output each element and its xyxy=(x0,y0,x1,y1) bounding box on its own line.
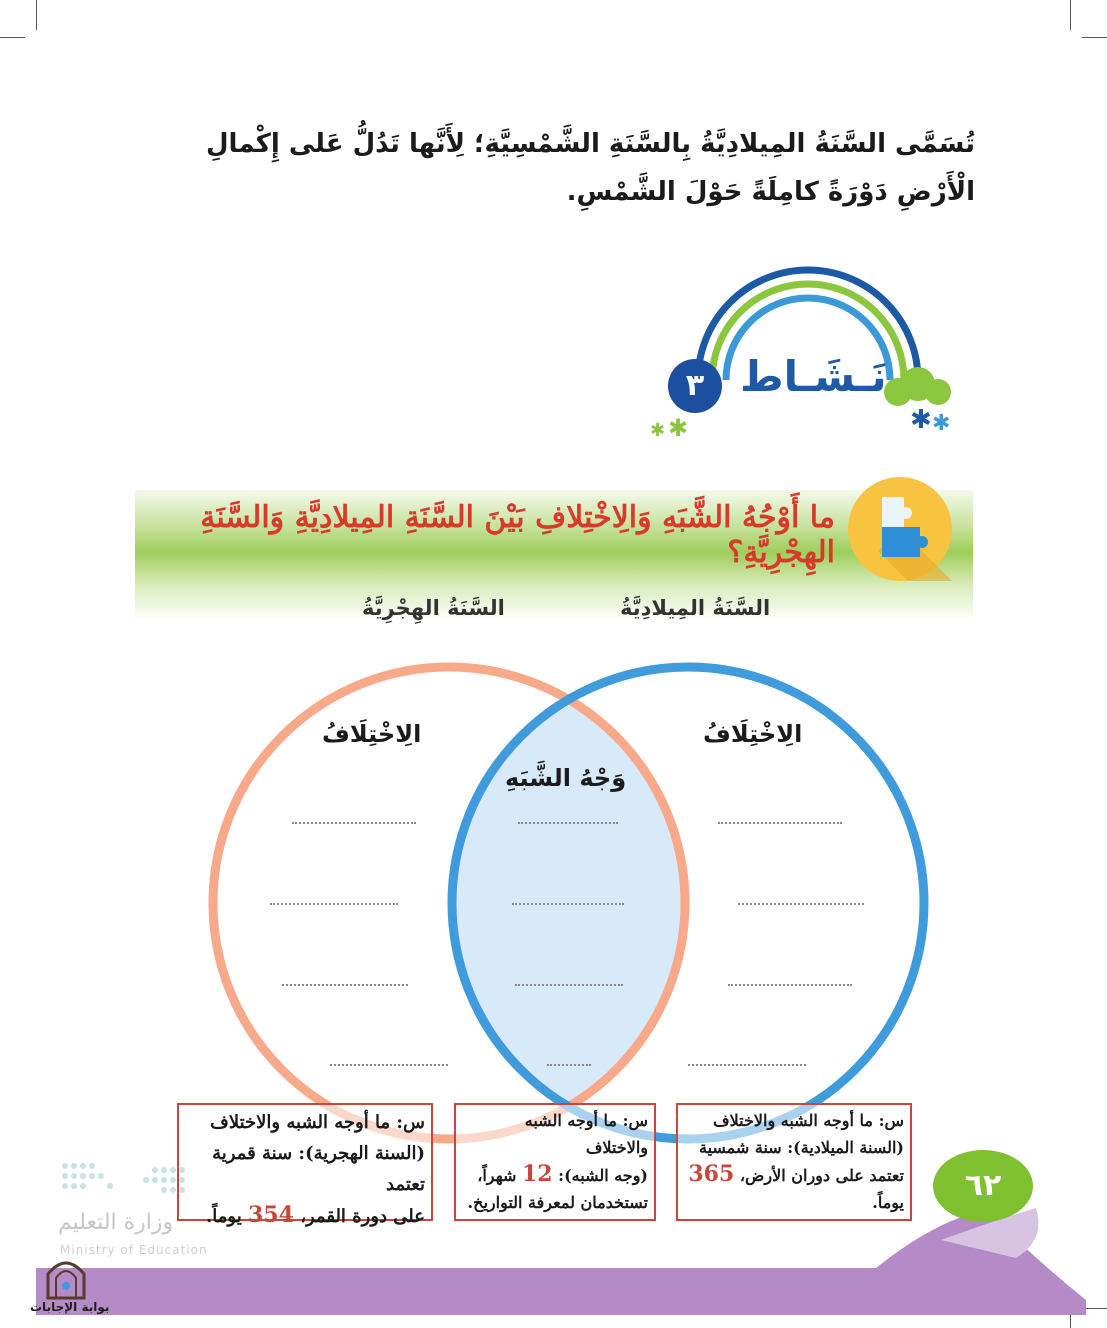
ministry-name-english: Ministry of Education xyxy=(60,1243,208,1257)
activity-label: نَـشَـاط xyxy=(740,352,887,401)
crop-mark xyxy=(1082,37,1107,38)
crop-mark xyxy=(1070,0,1071,30)
similarity-title: وَجْهُ الشَّبَهِ xyxy=(505,764,627,792)
answer-line-text: س: ما أوجه الشبه والاختلاف xyxy=(210,1112,425,1133)
portal-label: بوابة الإجابات xyxy=(30,1300,110,1314)
answer-line-text: (وجه الشبه): 12 شهراً، xyxy=(477,1161,648,1187)
crop-mark xyxy=(0,37,25,38)
answer-line-text: س: ما أوجه الشبه والاختلاف xyxy=(713,1111,904,1130)
hijri-year-label: السَّنَةُ الهِجْرِيَّةُ xyxy=(362,596,505,620)
answer-line xyxy=(292,822,416,824)
svg-text:✱: ✱ xyxy=(650,420,666,440)
ministry-name-arabic: وزارة التعليم xyxy=(58,1210,174,1235)
answer-line-text: تعتمد على دوران الأرض، 365 xyxy=(688,1161,904,1187)
activity-number-badge: ٣ xyxy=(668,359,722,413)
answer-line-text: يوماً. xyxy=(872,1193,904,1212)
answer-line-text: س: ما أوجه الشبه xyxy=(524,1111,648,1130)
answer-line-text: والاختلاف xyxy=(585,1138,648,1157)
answer-line xyxy=(515,984,623,986)
answer-line xyxy=(688,1064,806,1066)
answer-line xyxy=(512,903,624,905)
puzzle-icon xyxy=(848,477,952,581)
gregorian-year-label: السَّنَةُ المِيلادِيَّةُ xyxy=(620,596,771,620)
crop-mark xyxy=(36,0,37,30)
answer-line xyxy=(270,903,398,905)
venn-diagram xyxy=(200,655,940,1155)
answer-line xyxy=(547,1064,591,1066)
svg-text:✱: ✱ xyxy=(910,405,932,435)
answer-line xyxy=(518,822,618,824)
answer-line-text: (السنة الهجرية): سنة قمرية تعتمد xyxy=(212,1143,425,1195)
answer-line-text: (السنة الميلادية): سنة شمسية xyxy=(698,1138,904,1157)
answer-line xyxy=(330,1064,448,1066)
answer-line xyxy=(282,984,408,986)
answer-line-text: تستخدمان لمعرفة التواريخ. xyxy=(467,1193,648,1212)
page-number: ٦٢ xyxy=(933,1150,1033,1222)
answer-line-text: على دورة القمر، 354 يوماً. xyxy=(206,1202,425,1228)
question-text: ما أَوْجُهُ الشَّبَهِ وَالِاخْتِلافِ بَيْنَ السَّنَةِ المِيلادِيَّةِ وَالسَّنَةِ الهِجْرِيَّةِ؟ xyxy=(200,500,835,570)
svg-text:✱: ✱ xyxy=(668,414,689,440)
ministry-logo-icon xyxy=(60,1160,190,1200)
gregorian-difference-title: الِاخْتِلَافُ xyxy=(703,720,803,748)
hijri-difference-title: الِاخْتِلَافُ xyxy=(322,720,422,748)
svg-text:✱: ✱ xyxy=(932,411,951,436)
rainbow-icon xyxy=(640,260,970,440)
intro-paragraph: تُسَمَّى السَّنَةُ المِيلادِيَّةُ بِالسَّنَةِ الشَّمْسِيَّةِ؛ لِأَنَّها تَدُلُّ عَلى إِكْمالِ الْأَرْضِ دَوْرَةً كامِلَةً حَوْلَ الشَّمْسِ. xyxy=(206,129,975,207)
portal-logo-icon xyxy=(44,1254,88,1300)
answer-line xyxy=(728,984,852,986)
answer-line xyxy=(738,903,864,905)
answer-line xyxy=(718,822,842,824)
